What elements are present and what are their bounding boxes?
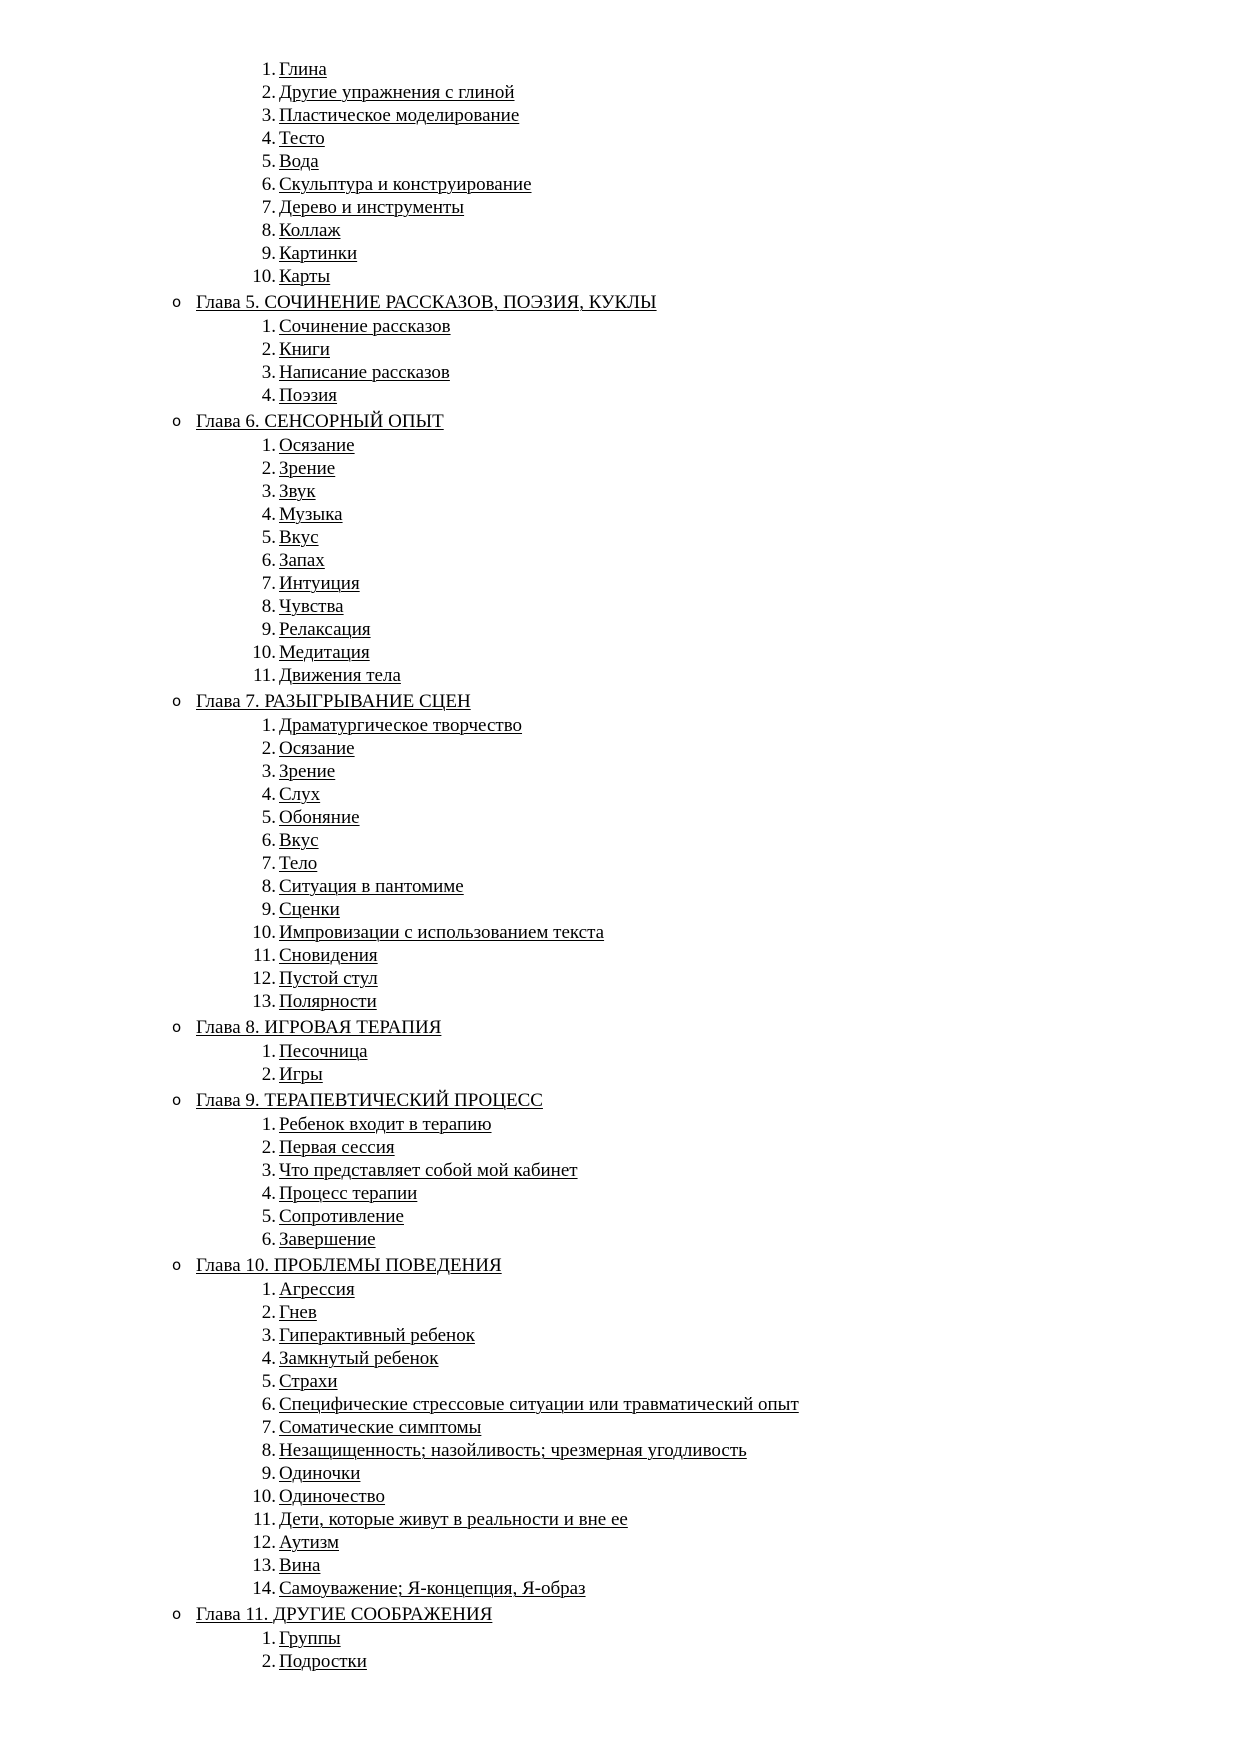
list-item-number: 7. bbox=[261, 853, 276, 874]
list-item-number: 7. bbox=[261, 197, 276, 218]
list-item-number: 6. bbox=[261, 1394, 276, 1415]
list-item-link[interactable]: Музыка bbox=[279, 504, 343, 525]
circle-bullet-icon: o bbox=[172, 1018, 182, 1036]
list-item-link[interactable]: Гиперактивный ребенок bbox=[279, 1325, 475, 1346]
list-item bbox=[0, 1485, 1240, 1508]
list-item-link[interactable]: Пустой стул bbox=[279, 968, 378, 989]
circle-bullet-icon: o bbox=[172, 412, 182, 430]
list-item-number: 6. bbox=[261, 830, 276, 851]
list-item-number: 1. bbox=[261, 1041, 276, 1062]
list-item bbox=[0, 1554, 1240, 1577]
list-item-number: 7. bbox=[261, 1417, 276, 1438]
list-item-link[interactable]: Дерево и инструменты bbox=[279, 197, 465, 218]
list-item-number: 12. bbox=[252, 968, 276, 989]
chapter-heading bbox=[0, 409, 1240, 434]
list-item-number: 10. bbox=[252, 642, 276, 663]
list-item-number: 7. bbox=[261, 573, 276, 594]
list-item-number: 13. bbox=[252, 991, 276, 1012]
list-item-link[interactable]: Осязание bbox=[279, 738, 355, 759]
list-item-number: 1. bbox=[261, 59, 276, 80]
list-item-link[interactable]: Сновидения bbox=[279, 945, 378, 966]
list-item-link[interactable]: Тесто bbox=[279, 128, 325, 149]
list-item-link[interactable]: Группы bbox=[279, 1628, 341, 1649]
list-item bbox=[0, 990, 1240, 1013]
list-item bbox=[0, 104, 1240, 127]
list-item-number: 9. bbox=[261, 619, 276, 640]
list-item-link[interactable]: Завершение bbox=[279, 1229, 376, 1250]
list-item-number: 4. bbox=[261, 1348, 276, 1369]
list-item-link[interactable]: Медитация bbox=[279, 642, 370, 663]
list-item-link[interactable]: Агрессия bbox=[279, 1279, 355, 1300]
list-item-link[interactable]: Чувства bbox=[279, 596, 344, 617]
list-item-number: 2. bbox=[261, 82, 276, 103]
circle-bullet-icon: o bbox=[172, 1256, 182, 1274]
list-item bbox=[0, 1278, 1240, 1301]
list-item-link[interactable]: Звук bbox=[279, 481, 316, 502]
list-item-number: 14. bbox=[252, 1578, 276, 1599]
list-item-link[interactable]: Полярности bbox=[279, 991, 377, 1012]
list-item-number: 6. bbox=[261, 1229, 276, 1250]
list-item bbox=[0, 1113, 1240, 1136]
list-item-number: 10. bbox=[252, 922, 276, 943]
list-item-number: 5. bbox=[261, 527, 276, 548]
list-item-number: 5. bbox=[261, 807, 276, 828]
list-item-link[interactable]: Вина bbox=[279, 1555, 321, 1576]
list-item bbox=[0, 127, 1240, 150]
list-item-number: 1. bbox=[261, 316, 276, 337]
list-item-link[interactable]: Зрение bbox=[279, 761, 336, 782]
list-item bbox=[0, 737, 1240, 760]
list-item-link[interactable]: Написание рассказов bbox=[279, 362, 450, 383]
list-item-link[interactable]: Ситуация в пантомиме bbox=[279, 876, 464, 897]
list-item bbox=[0, 173, 1240, 196]
list-item bbox=[0, 150, 1240, 173]
list-item bbox=[0, 1577, 1240, 1600]
list-item bbox=[0, 664, 1240, 687]
circle-bullet-icon: o bbox=[172, 1605, 182, 1623]
list-item bbox=[0, 875, 1240, 898]
list-item-link[interactable]: Одиночество bbox=[279, 1486, 386, 1507]
list-item-link[interactable]: Тело bbox=[279, 853, 318, 874]
chapter-link[interactable]: Глава 7. РАЗЫГРЫВАНИЕ СЦЕН bbox=[196, 691, 471, 712]
chapter-heading bbox=[0, 689, 1240, 714]
list-item bbox=[0, 1205, 1240, 1228]
list-item-link[interactable]: Аутизм bbox=[279, 1532, 340, 1553]
list-item-number: 1. bbox=[261, 1114, 276, 1135]
list-item-link[interactable]: Специфические стрессовые ситуации или травматический опыт bbox=[279, 1394, 799, 1415]
list-item-link[interactable]: Запах bbox=[279, 550, 325, 571]
list-item-number: 5. bbox=[261, 1206, 276, 1227]
list-item-number: 8. bbox=[261, 220, 276, 241]
list-item bbox=[0, 1393, 1240, 1416]
list-item bbox=[0, 219, 1240, 242]
list-item bbox=[0, 1508, 1240, 1531]
list-item-link[interactable]: Карты bbox=[279, 266, 331, 287]
list-item-number: 3. bbox=[261, 1160, 276, 1181]
list-item bbox=[0, 898, 1240, 921]
list-item-link[interactable]: Движения тела bbox=[279, 665, 401, 686]
list-item bbox=[0, 1182, 1240, 1205]
list-item-number: 11. bbox=[252, 1509, 276, 1530]
list-item-number: 8. bbox=[261, 876, 276, 897]
list-item-number: 4. bbox=[261, 504, 276, 525]
list-item-link[interactable]: Подростки bbox=[279, 1651, 367, 1672]
list-item bbox=[0, 1301, 1240, 1324]
list-item-number: 5. bbox=[261, 1371, 276, 1392]
list-item bbox=[0, 315, 1240, 338]
table-of-contents bbox=[0, 58, 1240, 1673]
chapter-link[interactable]: Глава 11. ДРУГИЕ СООБРАЖЕНИЯ bbox=[196, 1604, 493, 1625]
list-item-link[interactable]: Импровизации с использованием текста bbox=[279, 922, 605, 943]
list-item bbox=[0, 196, 1240, 219]
list-item bbox=[0, 1347, 1240, 1370]
list-item bbox=[0, 829, 1240, 852]
list-item-number: 3. bbox=[261, 362, 276, 383]
list-item bbox=[0, 1370, 1240, 1393]
list-item bbox=[0, 1416, 1240, 1439]
list-item-link[interactable]: Вкус bbox=[279, 527, 319, 548]
list-item-number: 11. bbox=[252, 945, 276, 966]
list-item-number: 10. bbox=[252, 266, 276, 287]
list-item bbox=[0, 714, 1240, 737]
chapter-link[interactable]: Глава 8. ИГРОВАЯ ТЕРАПИЯ bbox=[196, 1017, 442, 1038]
list-item bbox=[0, 434, 1240, 457]
list-item-link[interactable]: Обоняние bbox=[279, 807, 360, 828]
list-item-link[interactable]: Первая сессия bbox=[279, 1137, 395, 1158]
list-item-number: 6. bbox=[261, 550, 276, 571]
list-item bbox=[0, 1040, 1240, 1063]
list-item-number: 1. bbox=[261, 435, 276, 456]
list-item bbox=[0, 921, 1240, 944]
list-item-number: 1. bbox=[261, 1279, 276, 1300]
chapter-heading bbox=[0, 1253, 1240, 1278]
list-item bbox=[0, 338, 1240, 361]
list-item-link[interactable]: Глина bbox=[279, 59, 327, 80]
list-item-link[interactable]: Поэзия bbox=[279, 385, 338, 406]
list-item-number: 2. bbox=[261, 1137, 276, 1158]
list-item bbox=[0, 572, 1240, 595]
list-item bbox=[0, 81, 1240, 104]
list-item-link[interactable]: Гнев bbox=[279, 1302, 317, 1323]
list-item bbox=[0, 1063, 1240, 1086]
list-item-number: 8. bbox=[261, 596, 276, 617]
list-item bbox=[0, 967, 1240, 990]
list-item-link[interactable]: Зрение bbox=[279, 458, 336, 479]
list-item-number: 4. bbox=[261, 1183, 276, 1204]
list-item-number: 2. bbox=[261, 458, 276, 479]
list-item-number: 9. bbox=[261, 1463, 276, 1484]
list-item-link[interactable]: Скульптура и конструирование bbox=[279, 174, 532, 195]
list-item-link[interactable]: Соматические симптомы bbox=[279, 1417, 482, 1438]
list-item-link[interactable]: Дети, которые живут в реальности и вне ее bbox=[279, 1509, 628, 1530]
list-item bbox=[0, 526, 1240, 549]
list-item-link[interactable]: Другие упражнения с глиной bbox=[279, 82, 515, 103]
list-item bbox=[0, 457, 1240, 480]
list-item bbox=[0, 1627, 1240, 1650]
list-item bbox=[0, 760, 1240, 783]
list-item-number: 3. bbox=[261, 105, 276, 126]
list-item-link[interactable]: Книги bbox=[279, 339, 330, 360]
list-item bbox=[0, 242, 1240, 265]
list-item-link[interactable]: Слух bbox=[279, 784, 321, 805]
list-item-number: 8. bbox=[261, 1440, 276, 1461]
list-item-link[interactable]: Пластическое моделирование bbox=[279, 105, 520, 126]
list-item bbox=[0, 1531, 1240, 1554]
list-item bbox=[0, 503, 1240, 526]
list-item bbox=[0, 549, 1240, 572]
list-item bbox=[0, 852, 1240, 875]
list-item-number: 4. bbox=[261, 128, 276, 149]
list-item bbox=[0, 806, 1240, 829]
list-item-link[interactable]: Вода bbox=[279, 151, 319, 172]
list-item-number: 1. bbox=[261, 1628, 276, 1649]
list-item bbox=[0, 1324, 1240, 1347]
chapter-link[interactable]: Глава 6. СЕНСОРНЫЙ ОПЫТ bbox=[196, 411, 444, 432]
list-item bbox=[0, 1228, 1240, 1251]
list-item-link[interactable]: Песочница bbox=[279, 1041, 368, 1062]
list-item-number: 13. bbox=[252, 1555, 276, 1576]
list-item-link[interactable]: Сопротивление bbox=[279, 1206, 404, 1227]
list-item-link[interactable]: Вкус bbox=[279, 830, 319, 851]
list-item-link[interactable]: Незащищенность; назойливость; чрезмерная угодливость bbox=[279, 1440, 747, 1461]
list-item-number: 9. bbox=[261, 243, 276, 264]
list-item-link[interactable]: Ребенок входит в терапию bbox=[279, 1114, 492, 1135]
chapter-heading bbox=[0, 290, 1240, 315]
list-item-number: 12. bbox=[252, 1532, 276, 1553]
list-item-link[interactable]: Одиночки bbox=[279, 1463, 361, 1484]
list-item-link[interactable]: Самоуважение; Я-концепция, Я-образ bbox=[279, 1578, 586, 1599]
list-item-number: 9. bbox=[261, 899, 276, 920]
list-item bbox=[0, 944, 1240, 967]
chapter-link[interactable]: Глава 9. ТЕРАПЕВТИЧЕСКИЙ ПРОЦЕСС bbox=[196, 1090, 543, 1111]
list-item-link[interactable]: Процесс терапии bbox=[279, 1183, 418, 1204]
list-item-number: 3. bbox=[261, 481, 276, 502]
list-item bbox=[0, 58, 1240, 81]
list-item-number: 4. bbox=[261, 784, 276, 805]
list-item-number: 2. bbox=[261, 1064, 276, 1085]
list-item bbox=[0, 641, 1240, 664]
list-item-number: 3. bbox=[261, 761, 276, 782]
chapter-heading bbox=[0, 1015, 1240, 1040]
list-item-link[interactable]: Страхи bbox=[279, 1371, 338, 1392]
list-item bbox=[0, 384, 1240, 407]
list-item-link[interactable]: Сценки bbox=[279, 899, 340, 920]
list-item-number: 11. bbox=[252, 665, 276, 686]
list-item-number: 6. bbox=[261, 174, 276, 195]
list-item bbox=[0, 1159, 1240, 1182]
list-item-link[interactable]: Коллаж bbox=[279, 220, 341, 241]
chapter-heading bbox=[0, 1602, 1240, 1627]
list-item-link[interactable]: Драматургическое творчество bbox=[279, 715, 523, 736]
list-item-number: 2. bbox=[261, 738, 276, 759]
chapter-link[interactable]: Глава 10. ПРОБЛЕМЫ ПОВЕДЕНИЯ bbox=[196, 1255, 502, 1276]
list-item-link[interactable]: Картинки bbox=[279, 243, 358, 264]
list-item-number: 1. bbox=[261, 715, 276, 736]
list-item bbox=[0, 1136, 1240, 1159]
circle-bullet-icon: o bbox=[172, 1091, 182, 1109]
list-item-link[interactable]: Интуиция bbox=[279, 573, 360, 594]
list-item-number: 2. bbox=[261, 1651, 276, 1672]
circle-bullet-icon: o bbox=[172, 293, 182, 311]
list-item-number: 10. bbox=[252, 1486, 276, 1507]
list-item-link[interactable]: Осязание bbox=[279, 435, 355, 456]
list-item bbox=[0, 618, 1240, 641]
list-item-number: 2. bbox=[261, 339, 276, 360]
list-item bbox=[0, 1650, 1240, 1673]
list-item-number: 3. bbox=[261, 1325, 276, 1346]
list-item bbox=[0, 361, 1240, 384]
list-item bbox=[0, 1439, 1240, 1462]
list-item-link[interactable]: Игры bbox=[279, 1064, 323, 1085]
chapter-heading bbox=[0, 1088, 1240, 1113]
list-item bbox=[0, 1462, 1240, 1485]
list-item-link[interactable]: Замкнутый ребенок bbox=[279, 1348, 439, 1369]
list-item-number: 4. bbox=[261, 385, 276, 406]
list-item-link[interactable]: Что представляет собой мой кабинет bbox=[279, 1160, 578, 1181]
list-item bbox=[0, 595, 1240, 618]
list-item-link[interactable]: Релаксация bbox=[279, 619, 371, 640]
circle-bullet-icon: o bbox=[172, 692, 182, 710]
list-item-link[interactable]: Сочинение рассказов bbox=[279, 316, 451, 337]
list-item bbox=[0, 783, 1240, 806]
list-item-number: 5. bbox=[261, 151, 276, 172]
chapter-link[interactable]: Глава 5. СОЧИНЕНИЕ РАССКАЗОВ, ПОЭЗИЯ, КУКЛЫ bbox=[196, 292, 657, 313]
list-item bbox=[0, 480, 1240, 503]
list-item-number: 2. bbox=[261, 1302, 276, 1323]
list-item bbox=[0, 265, 1240, 288]
